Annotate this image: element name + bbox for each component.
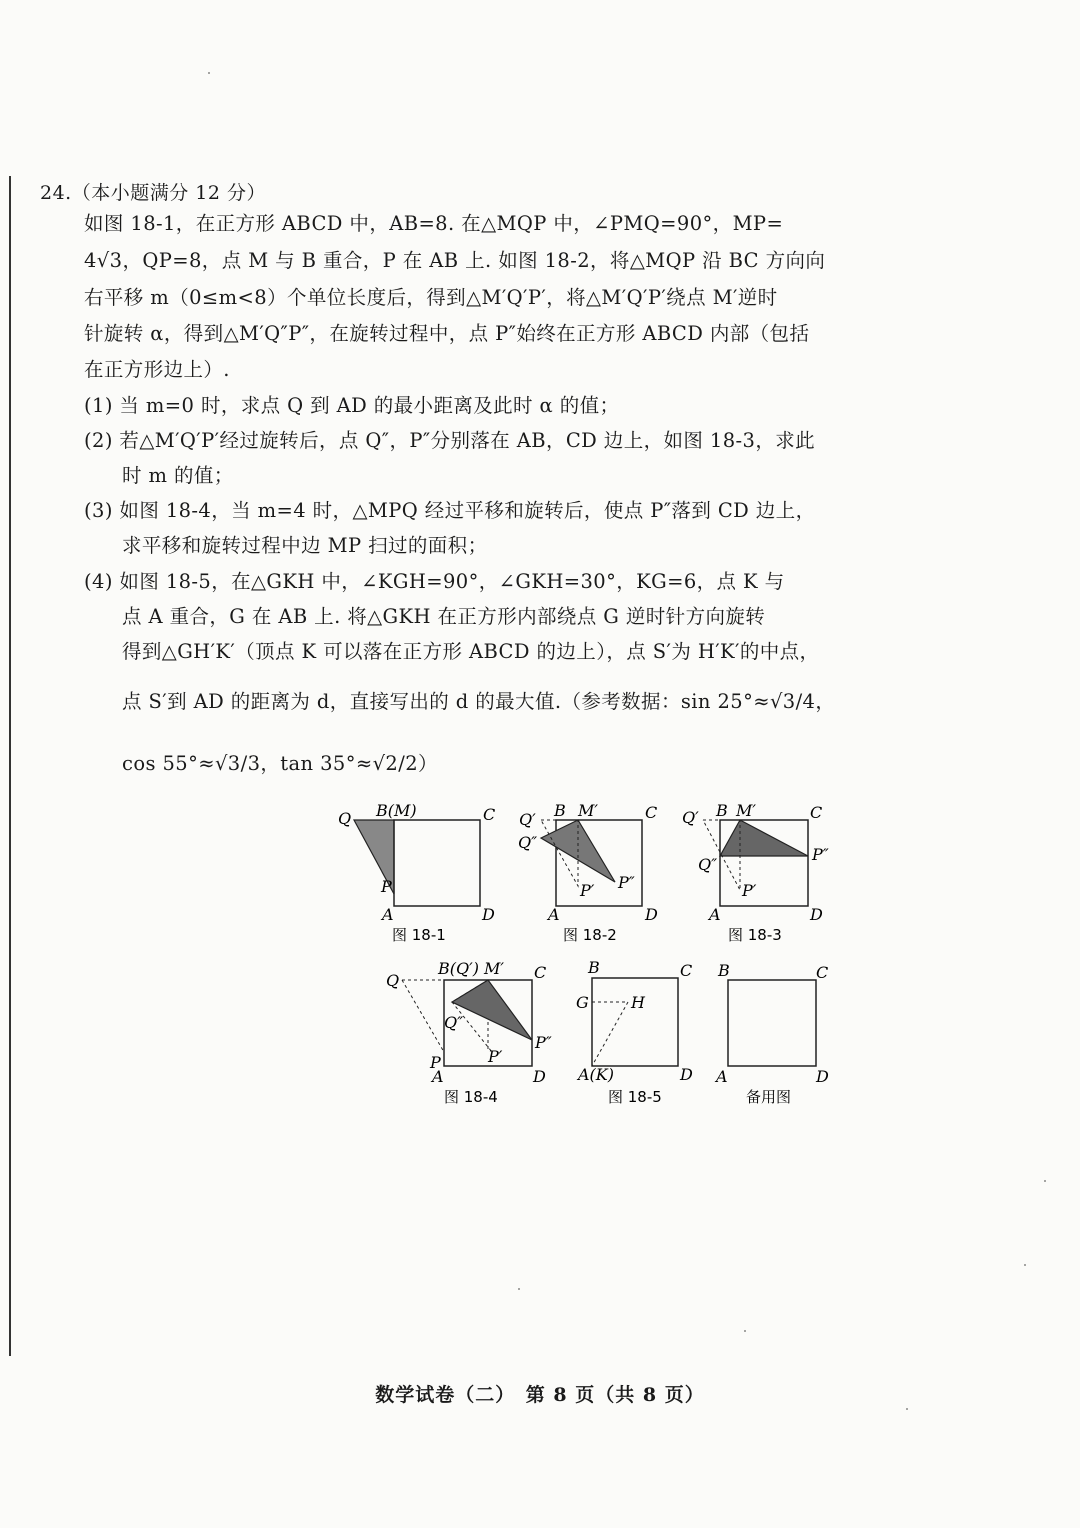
label-C: C (645, 803, 658, 822)
label-Qpp: Q″ (518, 833, 538, 852)
part-3-line-1: (3) 如图 18-4，当 m=4 时，△MPQ 经过平移和旋转后，使点 P″落到 CD 边上， (84, 499, 816, 522)
label-D: D (645, 905, 658, 924)
label-B: B (718, 961, 730, 980)
figure-18-3 (682, 801, 829, 944)
label-G: G (576, 993, 589, 1012)
label-A-K: A(K) (578, 1065, 614, 1084)
part-2-line-1: (2) 若△M′Q′P′经过旋转后，点 Q″，P″分别落在 AB，CD 边上，如图 18-3，求此 (84, 429, 816, 452)
caption-18-5: 图 18-5 (608, 1088, 662, 1106)
label-D: D (816, 1067, 829, 1086)
label-A: A (382, 905, 394, 924)
label-Mp: M′ (736, 801, 757, 820)
square-abcd (394, 820, 480, 906)
label-Ppp: P″ (535, 1033, 552, 1052)
figure-18-4 (386, 959, 552, 1106)
label-Ppp: P″ (812, 845, 829, 864)
caption-18-3: 图 18-3 (728, 926, 782, 944)
label-Qpp: Q″ (698, 855, 718, 874)
label-C: C (816, 963, 829, 982)
caption-spare: 备用图 (746, 1088, 792, 1106)
intro-line-4: 针旋转 α，得到△M′Q″P″，在旋转过程中，点 P″始终在正方形 ABCD 内部（包括 (84, 322, 810, 345)
label-A: A (432, 1067, 444, 1086)
square-abcd (728, 980, 816, 1066)
part-4-line-3: 得到△GH′K′（顶点 K 可以落在正方形 ABCD 的边上），点 S′为 H′K′的中点， (122, 640, 820, 663)
label-Pp: P′ (742, 881, 757, 900)
label-C: C (810, 803, 823, 822)
label-Qp: Q′ (519, 810, 536, 829)
label-C: C (483, 805, 496, 824)
intro-line-2: 4√3，QP=8，点 M 与 B 重合，P 在 AB 上. 如图 18-2，将△MQP 沿 BC 方向向 (84, 249, 826, 272)
label-Q: Q (338, 809, 352, 828)
label-B: B (554, 801, 566, 820)
scan-speck (208, 72, 210, 74)
label-B: B (716, 801, 728, 820)
label-D: D (482, 905, 495, 924)
label-Ppp: P″ (618, 873, 635, 892)
label-Mp: M′ (578, 801, 599, 820)
figure-18-5 (576, 958, 693, 1106)
figure-18-1 (338, 801, 495, 944)
binding-margin-line (9, 176, 11, 1356)
part-4-line-2: 点 A 重合，G 在 AB 上. 将△GKH 在正方形内部绕点 G 逆时针方向旋转 (122, 605, 766, 628)
label-B: B (588, 958, 600, 977)
part-2-line-2: 时 m 的值； (122, 464, 234, 487)
intro-line-1: 如图 18-1，在正方形 ABCD 中，AB=8. 在△MQP 中，∠PMQ=90°，MP= (84, 212, 784, 235)
part-3-line-2: 求平移和旋转过程中边 MP 扫过的面积； (122, 534, 488, 557)
label-D: D (533, 1067, 546, 1086)
label-D: D (810, 905, 823, 924)
intro-line-5: 在正方形边上）. (84, 358, 230, 381)
figures-panel (0, 790, 1080, 1150)
label-P: P (430, 1053, 441, 1072)
scan-speck (518, 1288, 520, 1290)
label-A: A (709, 905, 721, 924)
label-D: D (680, 1065, 693, 1084)
triangle-rotated (720, 820, 808, 856)
scan-speck (1044, 1180, 1046, 1182)
caption-18-2: 图 18-2 (563, 926, 617, 944)
question-header: 24.（本小题满分 12 分） (40, 182, 266, 204)
label-A: A (716, 1067, 728, 1086)
square-abcd (592, 978, 678, 1066)
figure-spare (714, 961, 829, 1106)
caption-18-4: 图 18-4 (444, 1088, 498, 1106)
part-4-line-1: (4) 如图 18-5，在△GKH 中，∠KGH=90°，∠GKH=30°，KG=6，点 K 与 (84, 570, 785, 593)
label-Mp: M′ (484, 959, 505, 978)
label-Q: Q (386, 971, 400, 990)
part-1: (1) 当 m=0 时，求点 Q 到 AD 的最小距离及此时 α 的值； (84, 394, 620, 417)
dashed-original-qp (402, 980, 444, 1052)
figure-18-2 (518, 801, 658, 944)
scan-speck (744, 1330, 746, 1332)
label-Qp: Q′ (682, 808, 699, 827)
label-Pp: P′ (488, 1047, 503, 1066)
intro-line-3: 右平移 m（0≤m<8）个单位长度后，得到△M′Q′P′，将△M′Q′P′绕点 M′逆时 (84, 286, 778, 309)
label-C: C (534, 963, 547, 982)
scan-speck (1024, 1264, 1026, 1266)
scan-speck (906, 1408, 908, 1410)
label-P: P (381, 877, 392, 896)
label-Qpp: Q″ (444, 1013, 464, 1032)
part-4-line-5: cos 55°≈√3/3，tan 35°≈√2/2） (122, 752, 438, 775)
label-B-Qp: B(Q′) (438, 959, 479, 978)
caption-18-1: 图 18-1 (392, 926, 446, 944)
dashed-hk (592, 1002, 628, 1066)
label-B-M: B(M) (376, 801, 417, 820)
part-4-line-4: 点 S′到 AD 的距离为 d，直接写出的 d 的最大值.（参考数据：sin 25°≈√3/4， (122, 690, 836, 713)
triangle-rotated (452, 980, 532, 1040)
page-footer: 数学试卷（二） 第 8 页（共 8 页） (375, 1384, 705, 1406)
label-H: H (631, 993, 645, 1012)
label-Pp: P′ (580, 881, 595, 900)
label-C: C (680, 961, 693, 980)
label-A: A (548, 905, 560, 924)
